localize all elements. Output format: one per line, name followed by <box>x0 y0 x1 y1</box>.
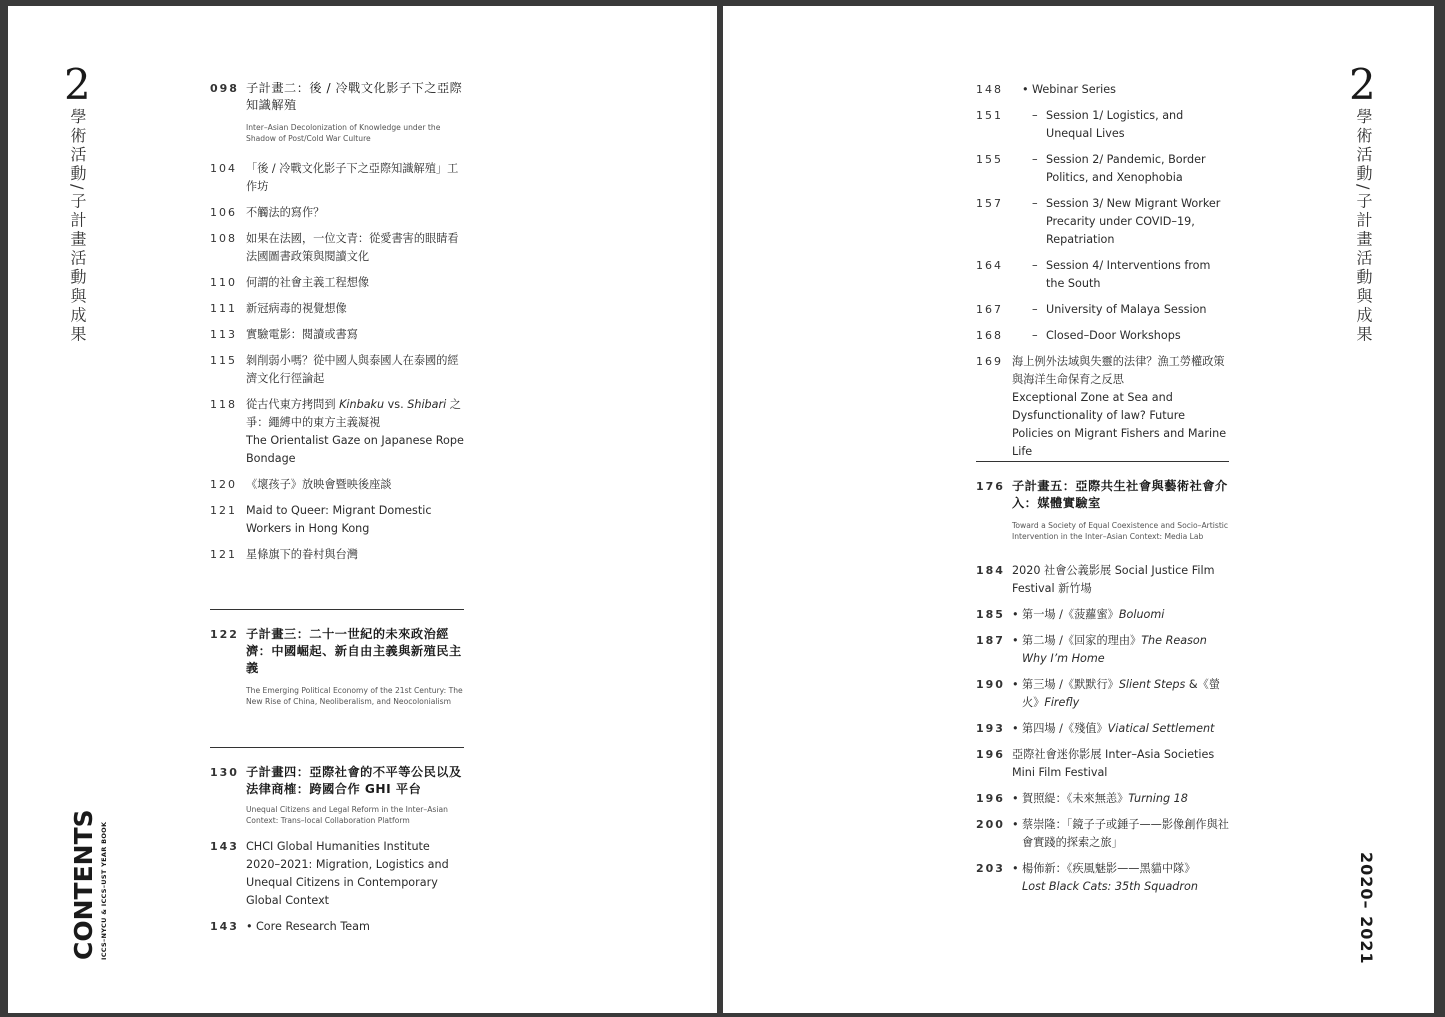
toc-left <box>210 80 464 572</box>
toc-entry[interactable] <box>976 606 1229 624</box>
section-title: 子計畫五：亞際共生社會與藝術社會介入：媒體實驗室 <box>1012 479 1228 510</box>
entry-title <box>246 396 464 468</box>
entry-title: &《螢火》 <box>1022 678 1221 709</box>
toc-entry[interactable] <box>976 860 1229 896</box>
section-subtitle: Inter–Asian Decolonization of Knowledge under the Shadow of Post/Cold War Culture <box>246 123 441 143</box>
entry-italic: Shibari <box>407 398 447 411</box>
entry-title: Webinar Series <box>1032 83 1117 96</box>
page-number: 187 <box>976 634 1005 647</box>
page-number: 111 <box>210 302 237 315</box>
entry-italic: Turning 18 <box>1128 792 1188 805</box>
entry-title: Session 2/ Pandemic, Border Politics, and Xenophobia <box>1046 153 1206 184</box>
entry-title: Session 3/ New Migrant Worker Precarity under COVID–19, Repatriation <box>1046 197 1221 246</box>
page-number: 106 <box>210 206 237 219</box>
toc-entry[interactable] <box>210 352 464 388</box>
toc-section[interactable] <box>210 764 464 826</box>
entry-title: University of Malaya Session <box>1046 303 1207 316</box>
dash-icon: – <box>1032 197 1038 210</box>
bullet-icon: • <box>246 920 253 933</box>
entry-title: Session 1/ Logistics, and Unequal Lives <box>1046 109 1184 140</box>
entry-title: Core Research Team <box>256 920 370 933</box>
toc-entry[interactable] <box>976 81 1229 99</box>
page-number: 176 <box>976 480 1005 493</box>
toc-entry[interactable] <box>210 204 464 222</box>
toc-entry[interactable] <box>210 326 464 344</box>
toc-entry[interactable] <box>210 838 464 910</box>
toc-entry[interactable] <box>210 396 464 468</box>
contents-label: CONTENTS <box>69 809 98 960</box>
entry-title: 如果在法國，一位文青：從愛書害的眼睛看法國圖書政策與閱讀文化 <box>246 232 459 263</box>
toc-entry[interactable] <box>976 632 1229 668</box>
entry-title: 第三場 /《默默行》 <box>1022 678 1119 691</box>
toc-entry[interactable] <box>210 546 464 564</box>
entry-italic: Viatical Settlement <box>1107 722 1215 735</box>
toc-entry[interactable] <box>976 353 1229 461</box>
entry-english: Exceptional Zone at Sea and Dysfunctionality of law? Future Policies on Migrant Fishers and Marine Life <box>1012 391 1227 458</box>
toc-section[interactable] <box>210 626 464 707</box>
section-subtitle: Unequal Citizens and Legal Reform in the Inter–Asian Context: Trans–local Collaboration Platform <box>246 805 448 825</box>
chapter-number: 2 <box>64 60 91 109</box>
page-number: 110 <box>210 276 237 289</box>
left-page <box>8 6 717 1013</box>
page-number: 169 <box>976 355 1003 368</box>
page-number: 122 <box>210 628 239 641</box>
dash-icon: – <box>1032 303 1038 316</box>
toc-entry[interactable] <box>976 676 1229 712</box>
section-title: 子計畫四：亞際社會的不平等公民以及法律商榷：跨國合作 GHI 平台 <box>246 765 462 796</box>
entry-title: 《壞孩子》放映會暨映後座談 <box>246 478 392 491</box>
toc-entry[interactable] <box>210 160 464 196</box>
page-number: 121 <box>210 504 237 517</box>
contents-sublabel: ICCS–NYCU & ICCS–UST YEAR BOOK <box>100 821 108 960</box>
chapter-title: 學術活動/子計畫活動與成果 <box>68 108 87 345</box>
year-label: 2020– 2021 <box>1357 852 1376 965</box>
entry-title: Maid to Queer: Migrant Domestic Workers in Hong Kong <box>246 504 432 535</box>
page-number: 155 <box>976 153 1003 166</box>
section-subtitle: The Emerging Political Economy of the 21st Century: The New Rise of China, Neoliberalism, and Neocolonialism <box>246 686 463 706</box>
entry-title: 亞際社會迷你影展 Inter–Asia Societies Mini Film Festival <box>1012 748 1215 779</box>
page-number: 167 <box>976 303 1003 316</box>
chapter-title: 學術活動/子計畫活動與成果 <box>1354 108 1373 345</box>
toc-entry[interactable] <box>976 816 1229 852</box>
entry-text: 之爭：繩縛中的東方主義凝視 <box>246 398 461 429</box>
bullet-icon: • <box>1012 792 1019 805</box>
page-number: 120 <box>210 478 237 491</box>
entry-title: CHCI Global Humanities Institute 2020–2021: Migration, Logistics and Unequal Citizens in Contemporary Global Context <box>246 840 449 907</box>
toc-entry[interactable] <box>210 300 464 318</box>
page-number: 190 <box>976 678 1005 691</box>
toc-entry[interactable] <box>210 918 464 936</box>
section-title: 子計畫二：後 / 冷戰文化影子下之亞際知識解殖 <box>246 81 463 112</box>
entry-title: 第四場 /《殘值》 <box>1022 722 1108 735</box>
entry-italic: Slient Steps <box>1118 678 1186 691</box>
right-page <box>723 6 1434 1013</box>
page-number: 143 <box>210 920 239 933</box>
dash-icon: – <box>1032 329 1038 342</box>
entry-title: 2020 社會公義影展 Social Justice Film Festival 新竹場 <box>1012 564 1215 595</box>
toc-entry[interactable] <box>210 502 464 538</box>
page-number: 196 <box>976 748 1005 761</box>
page-number: 148 <box>976 83 1003 96</box>
toc-entry[interactable] <box>210 476 464 494</box>
toc-section[interactable] <box>976 478 1229 542</box>
bullet-icon: • <box>1012 818 1019 831</box>
toc-right <box>976 81 1229 469</box>
page-number: 108 <box>210 232 237 245</box>
entry-title: 「後 / 冷戰文化影子下之亞際知識解殖」工作坊 <box>246 162 459 193</box>
entry-english: The Orientalist Gaze on Japanese Rope Bondage <box>246 434 464 465</box>
toc-entry[interactable] <box>976 301 1229 319</box>
chapter-number: 2 <box>1349 60 1376 109</box>
toc-entry[interactable] <box>976 562 1229 598</box>
page-number: 098 <box>210 82 239 95</box>
toc-section[interactable] <box>210 80 464 144</box>
entry-italic: Boluomi <box>1118 608 1165 621</box>
toc-section-block <box>210 609 464 707</box>
entry-title: 新冠病毒的視覺想像 <box>246 302 347 315</box>
entry-title: 剝削弱小嗎？從中國人與泰國人在泰國的經濟文化行徑論起 <box>246 354 459 385</box>
bullet-icon: • <box>1012 862 1019 875</box>
page-number: 113 <box>210 328 237 341</box>
contents-label-block <box>64 780 108 960</box>
page-number: 200 <box>976 818 1005 831</box>
entry-title: Closed–Door Workshops <box>1046 329 1181 342</box>
page-number: 121 <box>210 548 237 561</box>
page-number: 130 <box>210 766 239 779</box>
entry-title: 蔡崇隆：「鏡子子或錘子——影像創作與社會實踐的探索之旅」 <box>1022 818 1229 849</box>
dash-icon: – <box>1032 109 1038 122</box>
toc-entry[interactable] <box>976 327 1229 345</box>
dash-icon: – <box>1032 153 1038 166</box>
entry-title: 海上例外法域與失靈的法律？漁工勞權政策與海洋生命保育之反思 <box>1012 355 1225 386</box>
toc-entry[interactable] <box>210 274 464 292</box>
toc-entry[interactable] <box>210 230 464 266</box>
bullet-icon: • <box>1022 83 1029 96</box>
entry-text: vs. <box>384 398 408 411</box>
section-title: 子計畫三：二十一世紀的未來政治經濟：中國崛起、新自由主義與新殖民主義 <box>246 627 462 675</box>
toc-section-block <box>976 461 1229 904</box>
page-number: 104 <box>210 162 237 175</box>
bullet-icon: • <box>1012 608 1019 621</box>
entry-title: 楊佈新：《疾風魅影——黑貓中隊》 <box>1022 862 1196 875</box>
entry-italic: Firefly <box>1044 696 1080 709</box>
entry-title: 賀照緹：《未來無恙》 <box>1022 792 1129 805</box>
page-number: 151 <box>976 109 1003 122</box>
dash-icon: – <box>1032 259 1038 272</box>
entry-italic: Lost Black Cats: 35th Squadron <box>1022 880 1198 893</box>
bullet-icon: • <box>1012 722 1019 735</box>
page-number: 143 <box>210 840 239 853</box>
entry-title: 第二場 /《回家的理由》 <box>1022 634 1142 647</box>
page-number: 196 <box>976 792 1005 805</box>
toc-entry[interactable] <box>976 195 1229 249</box>
toc-entry[interactable] <box>976 257 1229 293</box>
page-number: 157 <box>976 197 1003 210</box>
entry-title: 星條旗下的眷村與台灣 <box>246 548 358 561</box>
entry-title: 不觸法的寫作？ <box>246 206 325 219</box>
page-number: 164 <box>976 259 1003 272</box>
toc-section-block <box>210 747 464 944</box>
toc-entry[interactable] <box>976 151 1229 187</box>
entry-italic: The Reason Why I’m Home <box>1022 634 1207 665</box>
page-number: 168 <box>976 329 1003 342</box>
toc-entry[interactable] <box>976 746 1229 782</box>
toc-entry[interactable] <box>976 107 1229 143</box>
bullet-icon: • <box>1012 634 1019 647</box>
entry-italic: Kinbaku <box>339 398 385 411</box>
page-number: 115 <box>210 354 237 367</box>
bullet-icon: • <box>1012 678 1019 691</box>
section-subtitle: Toward a Society of Equal Coexistence and Socio–Artistic Intervention in the Inter–Asian Context: Media Lab <box>1012 521 1229 541</box>
toc-entry[interactable] <box>976 790 1229 808</box>
entry-title: Session 4/ Interventions from the South <box>1046 259 1211 290</box>
page-number: 118 <box>210 398 237 411</box>
entry-title: 何謂的社會主義工程想像 <box>246 276 370 289</box>
entry-title: 第一場 /《菠蘿蜜》 <box>1022 608 1119 621</box>
page-number: 193 <box>976 722 1005 735</box>
page-number: 184 <box>976 564 1005 577</box>
page-number: 203 <box>976 862 1005 875</box>
page-number: 185 <box>976 608 1005 621</box>
entry-text: 從古代東方拷問到 <box>246 398 340 411</box>
toc-entry[interactable] <box>976 720 1229 738</box>
entry-title: 實驗電影：閱讀或書寫 <box>246 328 358 341</box>
